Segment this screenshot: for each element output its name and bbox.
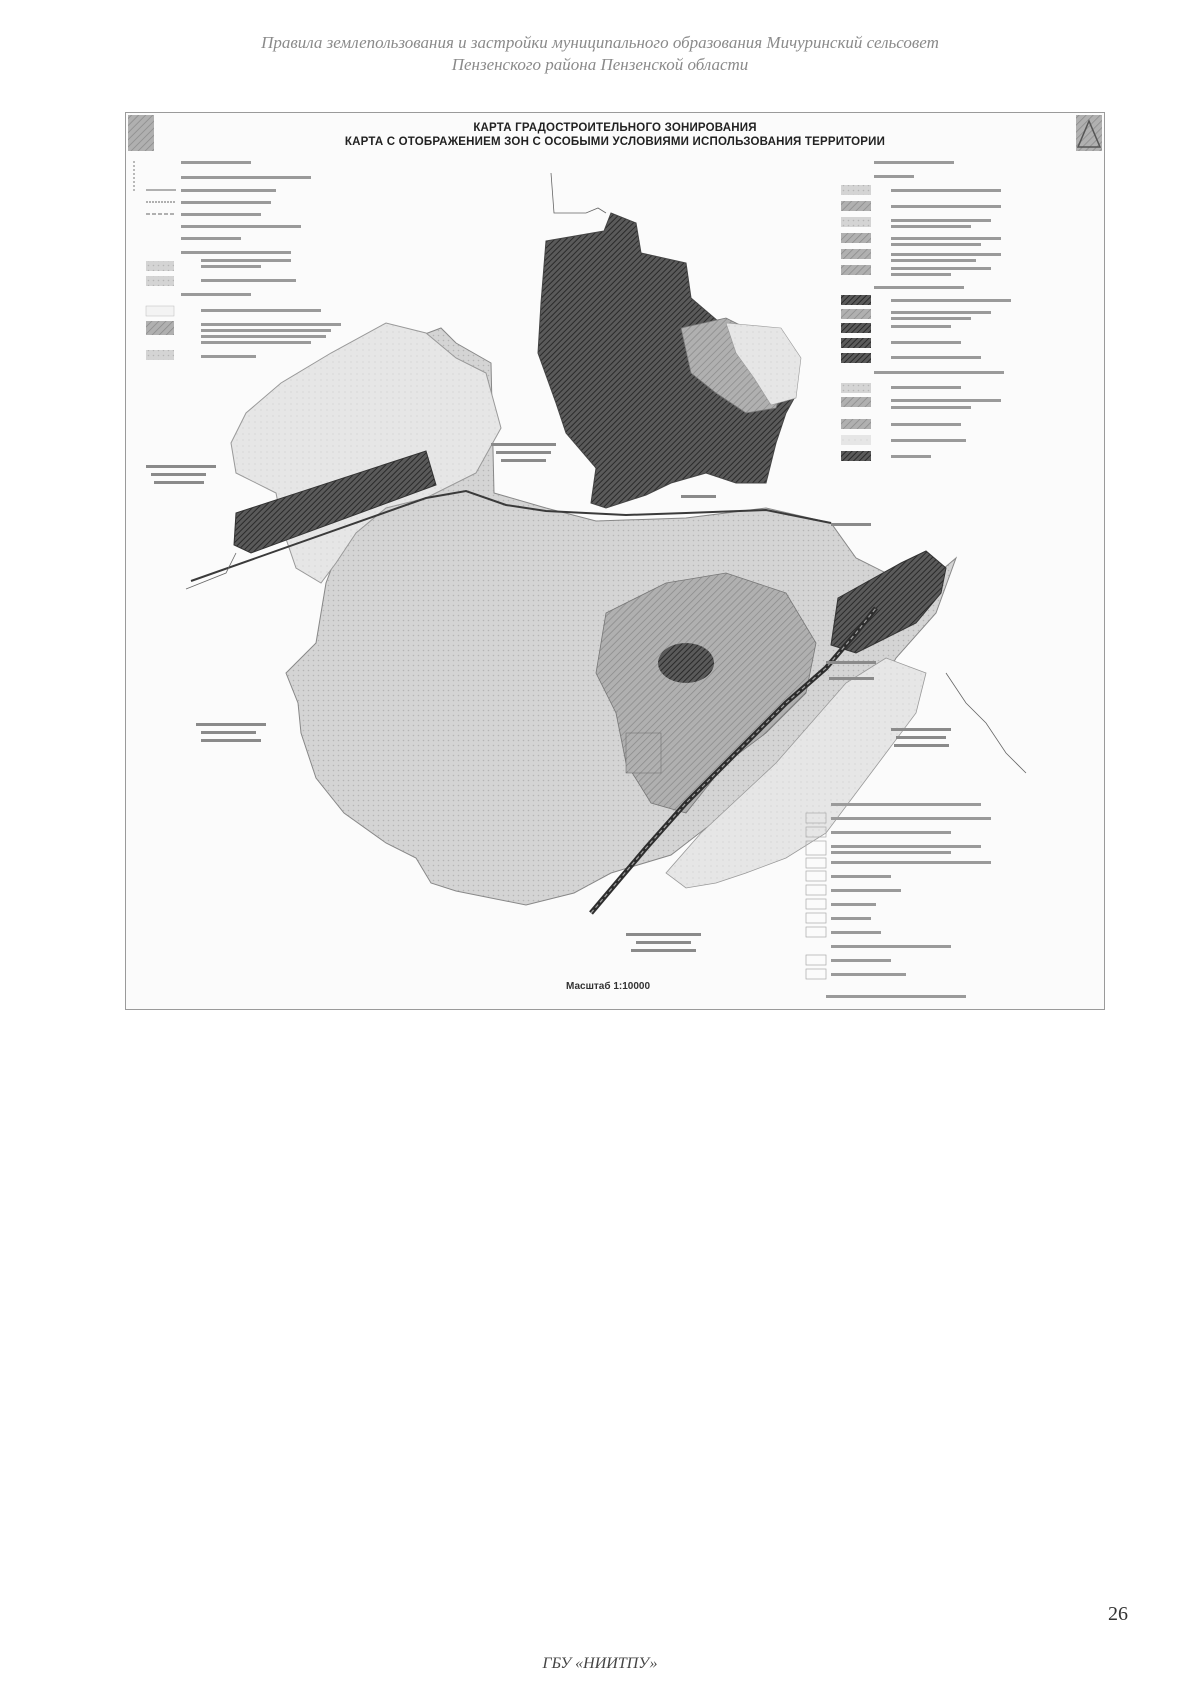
map-title-line-1: КАРТА ГРАДОСТРОИТЕЛЬНОГО ЗОНИРОВАНИЯ [473,122,757,134]
running-header-line-1: Правила землепользования и застройки муниципального образования Мичуринский сельсовет [261,33,939,52]
footer-organization: ГБУ «НИИТПУ» [542,1655,658,1672]
boundary-north [551,173,606,213]
map-title [126,121,1104,149]
legend-bottom-right [806,803,991,998]
boundary-west [186,553,236,589]
legend-right [841,161,1011,461]
zone-center-block [626,733,661,773]
map-title-line-2: КАРТА С ОТОБРАЖЕНИЕМ ЗОН С ОСОБЫМИ УСЛОВИЯМИ ИСПОЛЬЗОВАНИЯ ТЕРРИТОРИИ [344,136,886,148]
zoning-map [125,112,1105,1010]
running-header [0,32,1200,76]
page-number: 26 [1108,1603,1128,1625]
map-drawing [126,113,1104,1009]
running-header-line-2: Пензенского района Пензенской области [451,55,749,74]
map-scale: Масштаб 1:10000 [566,981,651,992]
zone-center-dark-spot [658,643,714,683]
legend-left [134,161,341,360]
boundary-east [946,673,1026,773]
